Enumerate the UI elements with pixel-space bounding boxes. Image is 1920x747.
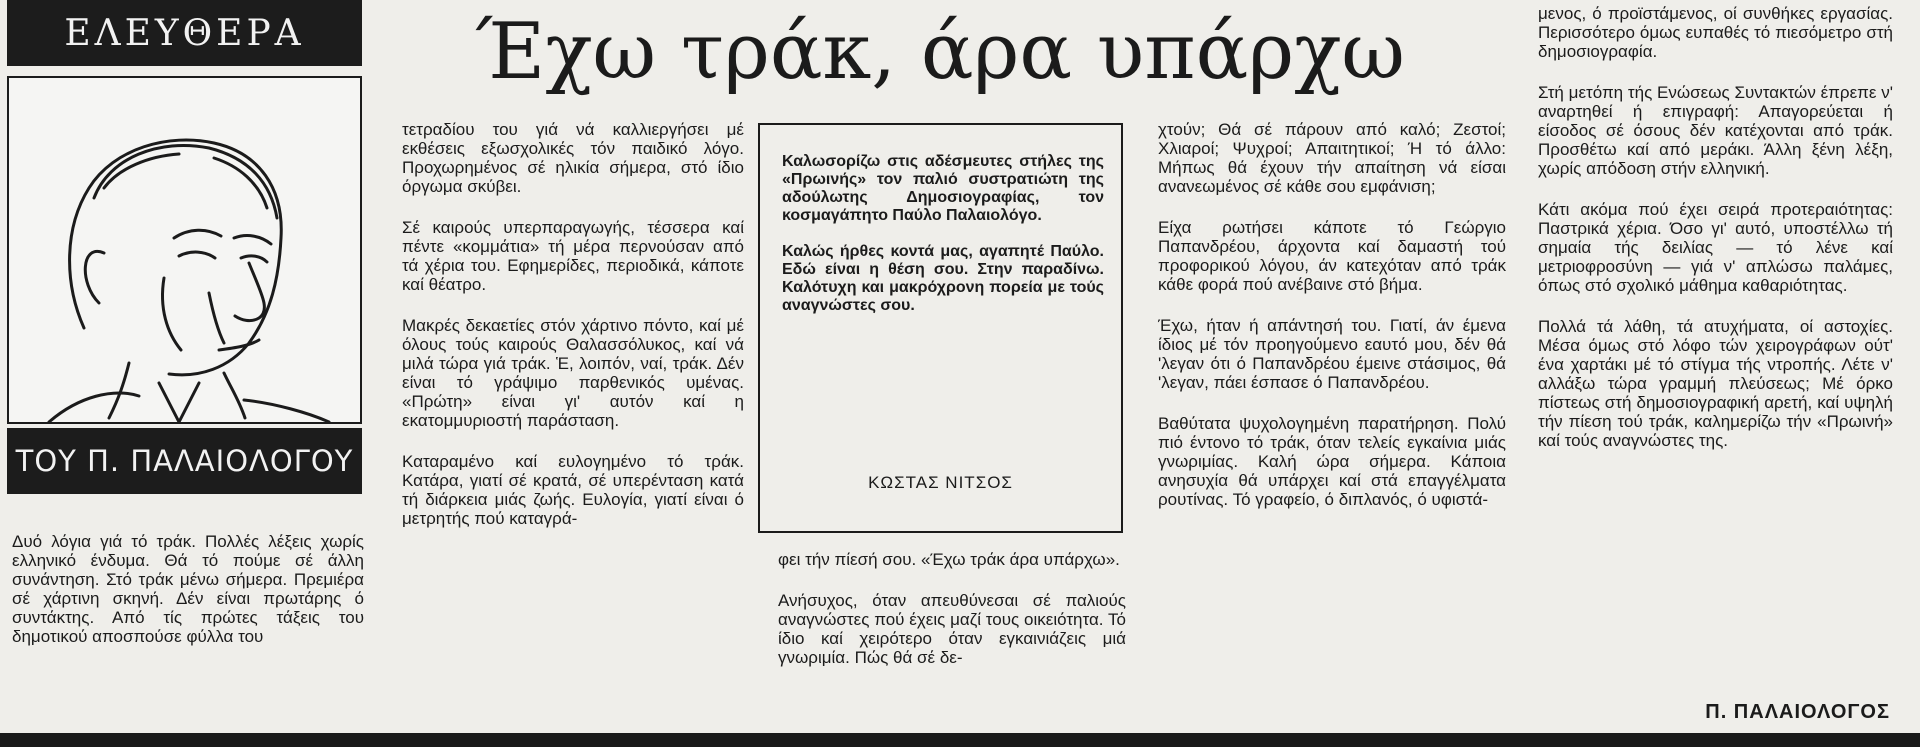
article-headline: Έχω τράκ, άρα υπάρχω bbox=[475, 7, 1405, 97]
text-column-3 bbox=[778, 550, 1126, 667]
text-column-5 bbox=[1538, 4, 1893, 450]
paragraph: τετραδίου του γιά νά καλλιεργήσει μέ εκθέσεις εξωσχολικές τόν παιδικό λόγο. Προχωρημένος σέ ηλικία σήμερα, στό ίδιο όργωμα σκύβει. bbox=[402, 120, 744, 196]
text-column-2 bbox=[402, 120, 744, 528]
paragraph: Καταραμένο καί ευλογημένο τό τράκ. Κατάρα, γιατί σέ κρατά, σέ υπερένταση κατά τή διάρκεια μιάς ζωής. Ευλογία, γιατί είναι ό μετρητής πού καταγρά- bbox=[402, 452, 744, 528]
paragraph: Έχω, ήταν ή απάντησή του. Γιατί, άν έμενα ίδιος μέ τόν προηγούμενο εαυτό μου, δέν θά 'λεγαν ότι ό Παπανδρέου έμεινε στάσιμος, θά 'λεγαν, πάει έσπασε ό Παπανδρέου. bbox=[1158, 316, 1506, 392]
paragraph: Ανήσυχος, όταν απευθύνεσαι σέ παλιούς αναγνώστες πού έχεις μαζί τους οικειότητα. Τό ίδιο καί χειρότερο όταν εγκαινιάζεις μιά γνωριμία. Πώς θά σέ δε- bbox=[778, 591, 1126, 667]
portrait-sketch bbox=[9, 78, 360, 422]
paragraph: Σέ καιρούς υπερπαραγωγής, τέσσερα καί πέντε «κομμάτια» τή μέρα περνούσαν από τά χέρια του. Εφημερίδες, περιοδικά, κάποτε καί θέατρο. bbox=[402, 218, 744, 294]
text-column-4 bbox=[1158, 120, 1506, 509]
author-portrait bbox=[7, 76, 362, 424]
paragraph: Μακρές δεκαετίες στόν χάρτινο πόντο, καί μέ όλους τούς καιρούς Θαλασσόλυκος, καί νά μιλά τώρα γιά τράκ. Ἑ, λοιπόν, ναί, τράκ. Δέν είναι τό γράψιμο παρθενικός υμένας. «Πρώτη» είναι γι' αυτόν καί η εκατομμυριοστή παράσταση. bbox=[402, 316, 744, 430]
welcome-box bbox=[758, 123, 1123, 533]
author-signature: Π. ΠΑΛΑΙΟΛΟΓΟΣ bbox=[1705, 701, 1890, 723]
paragraph: Κάτι ακόμα πού έχει σειρά προτεραιότητας: Παστρικά χέρια. Όσο γι' αυτό, υποστέλλω τή σημαία τής δειλίας — τό λένε καί μετριοφροσύνη — γιά ν' απλώσω παλάμες, όπως στό σχολικό μάθημα καθαριότητας. bbox=[1538, 200, 1893, 295]
welcome-text bbox=[782, 153, 1104, 333]
paragraph: μενος, ό προϊστάμενος, οί συνθήκες εργασίας. Περισσότερο όμως ευπαθές τό πιεσόμετρο στή δημοσιογραφία. bbox=[1538, 4, 1893, 61]
bottom-rule bbox=[0, 733, 1920, 747]
column-header: ΕΛΕΥΘΕΡΑ bbox=[7, 0, 362, 66]
welcome-paragraph: Καλωσορίζω στις αδέσμευτες στήλες της «Πρωινής» τον παλιό συστρατιώτη της αδούλωτης Δημοσιογραφίας, τον κοσμαγάπητο Παύλο Παλαιολόγο. bbox=[782, 153, 1104, 224]
paragraph: Βαθύτατα ψυχολογημένη παρατήρηση. Πολύ πιό έντονο τό τράκ, όταν τελείς εγκαίνια μιάς γνωριμίας. Καλή ώρα σήμερα. Κάποια ανησυχία θά υπάρχει καί στά επαγγέλματα ρουτίνας. Τό γραφείο, ό διπλανός, ό υφιστά- bbox=[1158, 414, 1506, 509]
paragraph: Είχα ρωτήσει κάποτε τό Γεώργιο Παπανδρέου, άρχοντα καί δαμαστή τού προφορικού λόγου, άν κατεχόταν από τράκ κάθε φορά πού ανέβαινε στό βήμα. bbox=[1158, 218, 1506, 294]
paragraph: Στή μετόπη τής Ενώσεως Συντακτών έπρεπε ν' αναρτηθεί ή επιγραφή: Απαγορεύεται ή είσοδος σέ όσους δέν κατέχονται από τράκ. Προσθέτω καί από μεράκι. Άλλη ξένη λέξη, χωρίς απόδοση στήν ελληνική. bbox=[1538, 83, 1893, 178]
author-byline: ΤΟΥ Π. ΠΑΛΑΙΟΛΟΓΟΥ bbox=[7, 428, 362, 494]
paragraph: Πολλά τά λάθη, τά ατυχήματα, οί αστοχίες. Μέσα όμως στό λόφο τών χειρογράφων ούτ' ένα χαρτάκι μέ τό στίγμα τής ντροπής. Λέτε ν' αλλάξω τώρα γραμμή πλεύσεως; Μέ όρκο πίστεως στή δημοσιογραφική αρετή, καί υψηλή τήν πίεση τού τράκ, καλημερίζω τήν «Πρωινή» καί τούς αναγνώστες της. bbox=[1538, 317, 1893, 450]
text-column-1 bbox=[12, 532, 364, 646]
paragraph: φει τήν πίεσή σου. «Έχω τράκ άρα υπάρχω». bbox=[778, 550, 1120, 569]
welcome-signature: ΚΩΣΤΑΣ ΝΙΤΣΟΣ bbox=[868, 473, 1013, 492]
welcome-paragraph: Καλώς ήρθες κοντά μας, αγαπητέ Παύλο. Εδώ είναι η θέση σου. Στην παραδίνω. Καλότυχη και μακρόχρονη πορεία με τούς αναγνώστες σου. bbox=[782, 243, 1104, 314]
paragraph: Δυό λόγια γιά τό τράκ. Πολλές λέξεις χωρίς ελληνικό ένδυμα. Θά τό πούμε σέ άλλη συνάντηση. Στό τράκ μένω σήμερα. Πρεμιέρα σέ χάρτινη σκηνή. Δέν είναι πρωτάρης ό συντάκτης. Από τίς πρώτες τάξεις του δημοτικού αποσπούσε φύλλα του bbox=[12, 532, 364, 646]
paragraph: χτούν; Θά σέ πάρουν από καλό; Ζεστοί; Χλιαροί; Ψυχροί; Απαιτητικοί; Ή τό άλλο: Μήπως θά έχουν τήν απαίτηση νά είσαι ανανεωμένος σέ κάθε σου εμφάνιση; bbox=[1158, 120, 1506, 196]
